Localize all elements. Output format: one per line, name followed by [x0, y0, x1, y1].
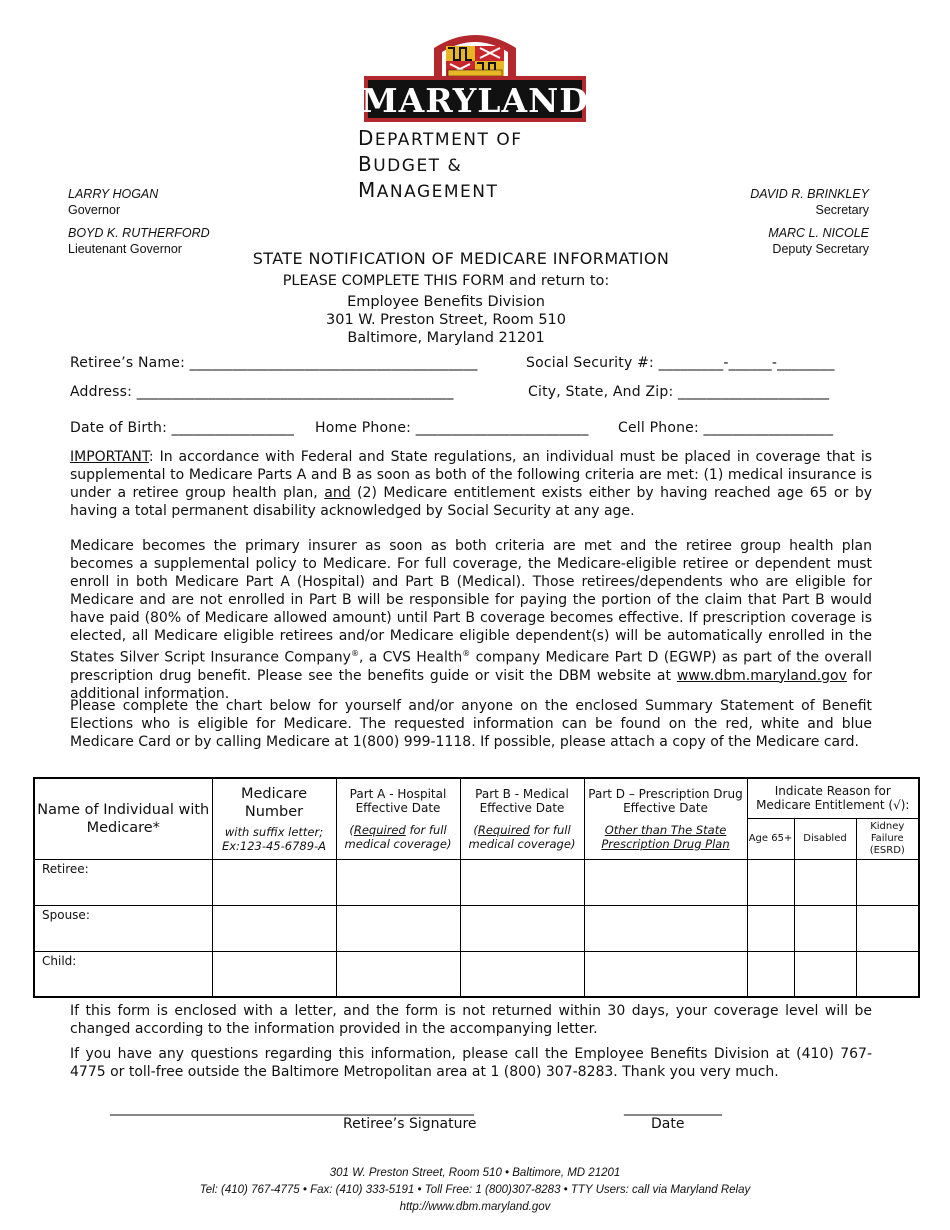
col-header-part-a: Part A - Hospital Effective Date (Required for full medical coverage): [336, 778, 460, 859]
col-header-medicare-number: Medicare Number with suffix letter; Ex:123-45-6789-A: [212, 778, 336, 859]
dbm-website-link[interactable]: www.dbm.maryland.gov: [676, 667, 847, 684]
cell-phone-field[interactable]: Cell Phone: __________________: [618, 420, 834, 436]
cell-checkbox[interactable]: [856, 859, 919, 905]
cell-checkbox[interactable]: [794, 905, 856, 951]
lt-governor-block: BOYD K. RUTHERFORD Lieutenant Governor: [68, 226, 210, 256]
form-title: STATE NOTIFICATION OF MEDICARE INFORMATION: [252, 249, 670, 268]
home-phone-field[interactable]: Home Phone: ________________________: [315, 420, 589, 436]
cell-input[interactable]: [212, 951, 336, 997]
cell-input[interactable]: [336, 859, 460, 905]
medicare-table: [33, 777, 920, 998]
row-label-spouse: Spouse:: [34, 905, 212, 951]
cell-checkbox[interactable]: [794, 951, 856, 997]
footer-address: 301 W. Preston Street, Room 510 • Baltimore, MD 21201: [329, 1167, 621, 1179]
dob-field[interactable]: Date of Birth: _________________: [70, 420, 295, 436]
col-header-age: Age 65+: [747, 818, 794, 859]
governor-block: LARRY HOGAN Governor: [68, 187, 159, 217]
deputy-secretary-block: MARC L. NICOLE Deputy Secretary: [768, 226, 869, 256]
important-paragraph: IMPORTANT: In accordance with Federal and State regulations, an individual must be placed in coverage that is supplemental to Medicare Parts A and B as soon as both of the following criteria are met: (1) medical insurance is under a retiree group health plan, and (2) Medicare entitlement exists either by having reached age 65 or by having a total permanent disability acknowledged by Social Security at any age.: [70, 449, 872, 519]
return-address-line3: Baltimore, Maryland 21201: [347, 330, 545, 346]
cell-input[interactable]: [336, 951, 460, 997]
maryland-logo: [362, 28, 588, 124]
col-header-esrd: Kidney Failure (ESRD): [856, 818, 919, 859]
questions-paragraph: If you have any questions regarding this information, please call the Employee Benefits Division at (410) 767-4775 or toll-free outside the Baltimore Metropolitan area at 1 (800) 307-8283. Thank you very much.: [70, 1046, 872, 1080]
retiree-name-field[interactable]: Retiree’s Name: ________________________________________: [70, 355, 478, 371]
cell-input[interactable]: [584, 951, 747, 997]
department-name: DEPARTMENT OF BUDGET & MANAGEMENT: [358, 126, 523, 202]
form-instruction: PLEASE COMPLETE THIS FORM and return to:: [282, 273, 610, 289]
signature-line[interactable]: ____________________________________________________: [110, 1100, 474, 1116]
col-header-disabled: Disabled: [794, 818, 856, 859]
date-line[interactable]: ______________: [624, 1100, 722, 1116]
cell-input[interactable]: [212, 905, 336, 951]
row-label-retiree: Retiree:: [34, 859, 212, 905]
cell-input[interactable]: [460, 859, 584, 905]
cell-checkbox[interactable]: [856, 951, 919, 997]
cell-input[interactable]: [460, 905, 584, 951]
chart-instructions-paragraph: Please complete the chart below for yourself and/or anyone on the enclosed Summary Statement of Benefit Elections who is eligible for Medicare. The requested information can be found on the red, white and blue Medicare Card or by calling Medicare at 1(800) 999-1118. If possible, please attach a copy of the Medicare card.: [70, 698, 872, 750]
cell-checkbox[interactable]: [856, 905, 919, 951]
return-address-line2: 301 W. Preston Street, Room 510: [326, 312, 566, 328]
col-header-part-b: Part B - Medical Effective Date (Required for full medical coverage): [460, 778, 584, 859]
cell-checkbox[interactable]: [747, 859, 794, 905]
secretary-block: DAVID R. BRINKLEY Secretary: [750, 187, 869, 217]
cell-input[interactable]: [460, 951, 584, 997]
footer-contact: Tel: (410) 767-4775 • Fax: (410) 333-5191 • Toll Free: 1 (800)307-8283 • TTY Users: call via Maryland Relay: [199, 1184, 751, 1196]
return-address-line1: Employee Benefits Division: [347, 294, 545, 310]
date-label: Date: [651, 1116, 685, 1132]
footer-website[interactable]: http://www.dbm.maryland.gov: [399, 1201, 551, 1213]
table-row: [34, 905, 919, 951]
ssn-field[interactable]: Social Security #: _________-______-________: [526, 355, 835, 371]
cell-input[interactable]: [336, 905, 460, 951]
row-label-child: Child:: [34, 951, 212, 997]
table-row: [34, 859, 919, 905]
cell-checkbox[interactable]: [747, 905, 794, 951]
address-field[interactable]: Address: ____________________________________________: [70, 384, 454, 400]
return-notice-paragraph: If this form is enclosed with a letter, and the form is not returned within 30 days, your coverage level will be changed according to the information provided in the accompanying letter.: [70, 1003, 872, 1037]
cell-input[interactable]: [584, 905, 747, 951]
table-row: [34, 951, 919, 997]
col-header-name: Name of Individual with Medicare*: [34, 778, 212, 859]
logo-text: MARYLAND: [362, 81, 588, 120]
medicare-primary-paragraph: Medicare becomes the primary insurer as soon as both criteria are met and the retiree group health plan becomes a supplemental policy to Medicare. For full coverage, the Medicare-eligible retiree or dependent must enroll in both Medicare Part A (Hospital) and Part B (Medical). Those retirees/dependents who are eligible for Medicare and are not enrolled in Part B will be responsible for paying the portion of the claim that Part B would have paid (80% of Medicare allowed amount) until Part B coverage becomes effective. If prescription coverage is elected, all Medicare eligible retirees and/or Medicare eligible dependent(s) will be automatically enrolled in the States Silver Script Insurance Company®, a CVS Health® company Medicare Part D (EGWP) as part of the overall prescription drug benefit. Please see the benefits guide or visit the DBM website at www.dbm.maryland.gov for additional information.: [70, 538, 873, 702]
cell-input[interactable]: [212, 859, 336, 905]
col-header-reason: Indicate Reason for Medicare Entitlement (√):: [747, 778, 919, 818]
city-state-zip-field[interactable]: City, State, And Zip: _____________________: [528, 384, 830, 400]
col-header-part-d: Part D – Prescription Drug Effective Date Other than The State Prescription Drug Plan: [584, 778, 747, 859]
cell-checkbox[interactable]: [747, 951, 794, 997]
cell-checkbox[interactable]: [794, 859, 856, 905]
cell-input[interactable]: [584, 859, 747, 905]
signature-label: Retiree’s Signature: [343, 1116, 477, 1132]
